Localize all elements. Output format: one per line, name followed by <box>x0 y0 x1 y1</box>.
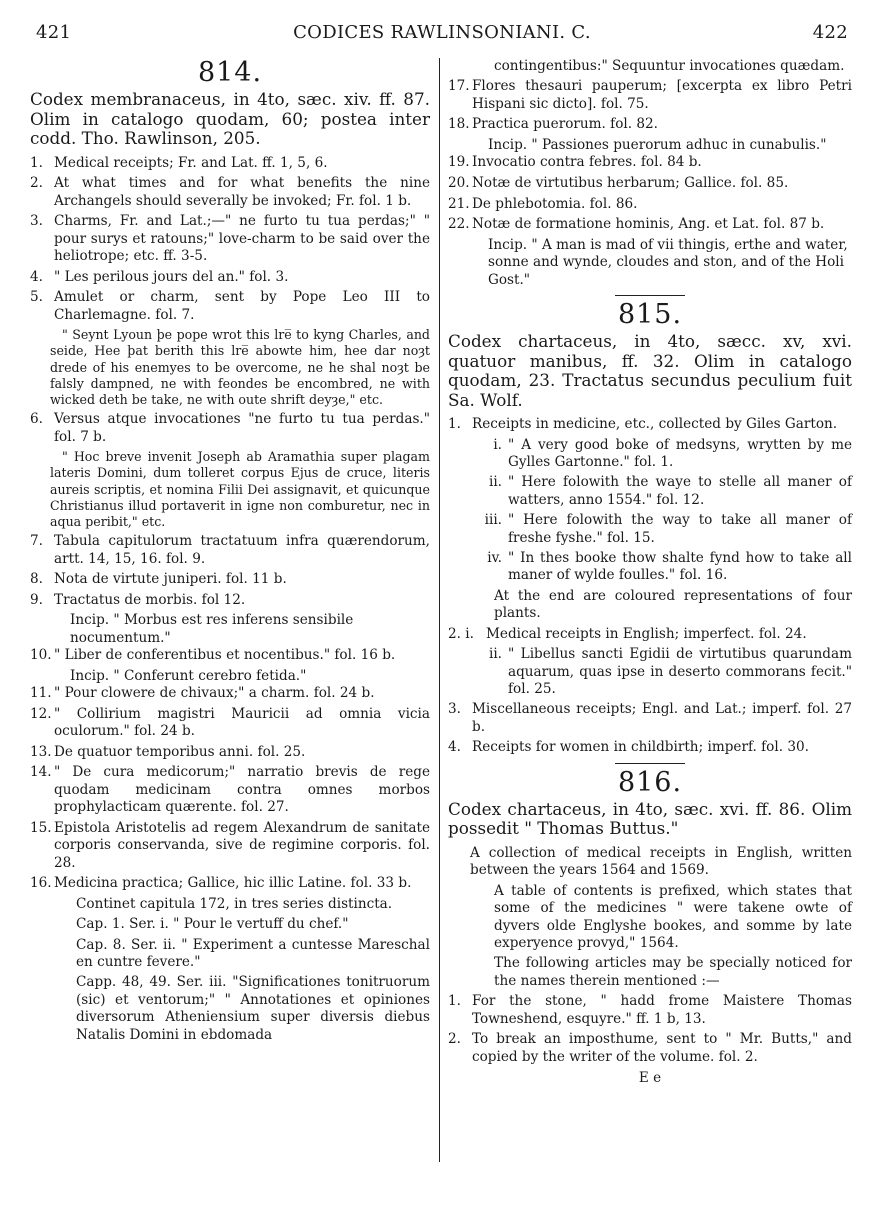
description-paragraph: A table of contents is prefixed, which states that some of the medicines " were takene owte of dyvers olde Englyshe bookes, and somme by late experyence provyd," 1564. <box>494 882 852 951</box>
list-item: 3. Charms, Fr. and Lat.;—" ne furto tu tua perdas;" " pour surys et ratouns;" love-charm to be said over the heliotrope; etc. ff. 3-5. <box>30 213 430 264</box>
list-item: 20. Notæ de virtutibus herbarum; Gallice. fol. 85. <box>448 175 789 191</box>
contents-note: Capp. 48, 49. Ser. iii. "Significationes tonitruorum (sic) et ventorum;" " Annotationes et opiniones diversorum Atheniensium super diversis diebus Natalis Domini in ebdomada <box>76 974 430 1043</box>
list-item: 17. Flores thesauri pauperum; [excerpta ex libro Petri Hispani sic dicto]. fol. 75. <box>448 78 852 112</box>
incipit: Incip. " A man is mad of vii thingis, erthe and water, sonne and wynde, cloudes and ston, and of the Holi Gost." <box>488 236 848 288</box>
sub-item: iii. " Here folowith the way to take all maner of freshe fyshe." fol. 15. <box>484 512 852 546</box>
list-item: 18. Practica puerorum. fol. 82. <box>448 116 659 133</box>
list-item: 1. Medical receipts; Fr. and Lat. ff. 1, 5, 6. <box>30 154 328 171</box>
section-rule <box>615 295 685 296</box>
contents-note: contingentibus:" Sequuntur invocationes quædam. <box>494 58 845 74</box>
incipit: Incip. " Conferunt cerebro fetida." <box>70 667 307 684</box>
page-number-left: 421 <box>36 22 72 43</box>
list-item: 8. Nota de virtute juniperi. fol. 11 b. <box>30 571 287 588</box>
list-item: 21. De phlebotomia. fol. 86. <box>448 195 638 212</box>
list-item: 7. Tabula capitulorum tractatuum infra quærendorum, artt. 14, 15, 16. fol. 9. <box>30 533 430 567</box>
sub-item: i. " A very good boke of medsyns, wrytten by me Gylles Gartonne." fol. 1. <box>493 436 852 470</box>
list-item: 4. Receipts for women in childbirth; imperf. fol. 30. <box>448 739 809 756</box>
right-column <box>448 58 852 1087</box>
incipit: Incip. " Passiones puerorum adhuc in cunabulis." <box>488 137 827 153</box>
description-paragraph: A collection of medical receipts in English, written between the years 1564 and 1569. <box>470 844 852 879</box>
running-header <box>36 22 848 46</box>
section-rule <box>615 763 685 764</box>
list-item: 16. Medicina practica; Gallice, hic illic Latine. fol. 33 b. <box>30 875 412 892</box>
list-item: 2. To break an imposthume, sent to " Mr. Butts," and copied by the writer of the volume. fol. 2. <box>448 1031 852 1065</box>
codex-814-description: Codex membranaceus, in 4to, sæc. xiv. ff. 87. Olim in catalogo quodam, 60; postea inter codd. Tho. Rawlinson, 205. <box>30 89 430 148</box>
left-column <box>30 58 430 1047</box>
sub-item: iv. " In thes booke thow shalte fynd how to take all maner of wylde foulles." fol. 16. <box>487 550 852 584</box>
list-item: 1. Receipts in medicine, etc., collected by Giles Garton. <box>448 416 838 432</box>
list-item: 2. i. Medical receipts in English; imperfect. fol. 24. <box>448 625 807 642</box>
list-item: 10. " Liber de conferentibus et nocentibus." fol. 16 b. <box>30 647 396 664</box>
list-item: 3. Miscellaneous receipts; Engl. and Lat.; imperf. fol. 27 b. <box>448 701 852 735</box>
signature-mark: E e <box>638 1069 662 1086</box>
sub-item: ii. " Here folowith the waye to stelle all maner of watters, anno 1554." fol. 12. <box>488 474 852 508</box>
list-item: 2. At what times and for what benefits the nine Archangels should severally be invoked; Fr. fol. 1 b. <box>30 175 430 209</box>
incipit: Incip. " Morbus est res inferens sensibile nocumentum." <box>70 612 354 646</box>
codex-814-number: 814. <box>197 57 263 88</box>
list-item: 9. Tractatus de morbis. fol 12. <box>30 591 246 608</box>
running-title: CODICES RAWLINSONIANI. C. <box>293 22 591 43</box>
list-item: 19. Invocatio contra febres. fol. 84 b. <box>448 154 702 171</box>
list-item: 12. " Collirium magistri Mauricii ad omnia vicia oculorum." fol. 24 b. <box>30 705 430 740</box>
list-item: 15. Epistola Aristotelis ad regem Alexandrum de sanitate corporis conservanda, sive de regimine corporis. fol. 28. <box>30 819 430 871</box>
list-item: 6. Versus atque invocationes "ne furto tu tua perdas." fol. 7 b. <box>30 411 430 445</box>
list-item: 13. De quatuor temporibus anni. fol. 25. <box>30 743 306 760</box>
contents-note: Continet capitula 172, in tres series distincta. <box>76 895 393 912</box>
codex-816-description: Codex chartaceus, in 4to, sæc. xvi. ff. 86. Olim possedit " Thomas Buttus." <box>448 798 852 839</box>
sub-item: ii. " Libellus sancti Egidii de virtutibus quarundam aquarum, quas ipse in deserto commorans fecit." fol. 25. <box>488 646 852 698</box>
list-item: 14. " De cura medicorum;" narratio brevis de rege quodam medicinam contra omnes morbos prophylacticam quærente. fol. 27. <box>30 764 430 816</box>
note: At the end are coloured representations of four plants. <box>494 587 852 622</box>
contents-note: Cap. 1. Ser. i. " Pour le vertuff du chef." <box>76 916 349 933</box>
description-paragraph: The following articles may be specially noticed for the names therein mentioned :— <box>494 955 852 989</box>
list-item: 11. " Pour clowere de chivaux;" a charm. fol. 24 b. <box>30 685 375 702</box>
list-item: 5. Amulet or charm, sent by Pope Leo III to Charlemagne. fol. 7. <box>30 289 430 323</box>
codex-815-description: Codex chartaceus, in 4to, sæcc. xv, xvi. quatuor manibus, ff. 32. Olim in catalogo quodam, 23. Tractatus secundus peculium fuit Sa. Wolf. <box>448 331 852 410</box>
codex-815-number: 815. <box>617 299 683 330</box>
quotation: " Seynt Lyoun þe pope wrot this lre̅ to kyng Charles, and seide, Hee þat berith this lre̅ abowte him, hee dar noȝt drede of his enemyes to be overcome, ne he shal noȝt be falsly dampned, ne with feondes be encombred, ne with wicked deth be take, ne with oute shrift deyȝe," etc. <box>50 327 430 407</box>
column-divider <box>439 58 440 1162</box>
quotation: " Hoc breve invenit Joseph ab Aramathia super plagam lateris Domini, dum tolleret corpus Ejus de cruce, literis aureis scriptis, et nomina Filii Dei assignavit, et quicunque Christianus illud portaverit in igne non comburetur, nec in aqua peribit," etc. <box>50 449 430 529</box>
list-item: 4. " Les perilous jours del an." fol. 3. <box>30 268 289 285</box>
list-item: 22. Notæ de formatione hominis, Ang. et Lat. fol. 87 b. <box>448 216 825 233</box>
contents-note: Cap. 8. Ser. ii. " Experiment a cuntesse Mareschal en cuntre fevere." <box>76 936 430 970</box>
codex-816-number: 816. <box>617 766 683 798</box>
page-number-right: 422 <box>812 22 848 43</box>
list-item: 1. For the stone, " hadd frome Maistere Thomas Towneshend, esquyre." ff. 1 b, 13. <box>448 993 852 1027</box>
